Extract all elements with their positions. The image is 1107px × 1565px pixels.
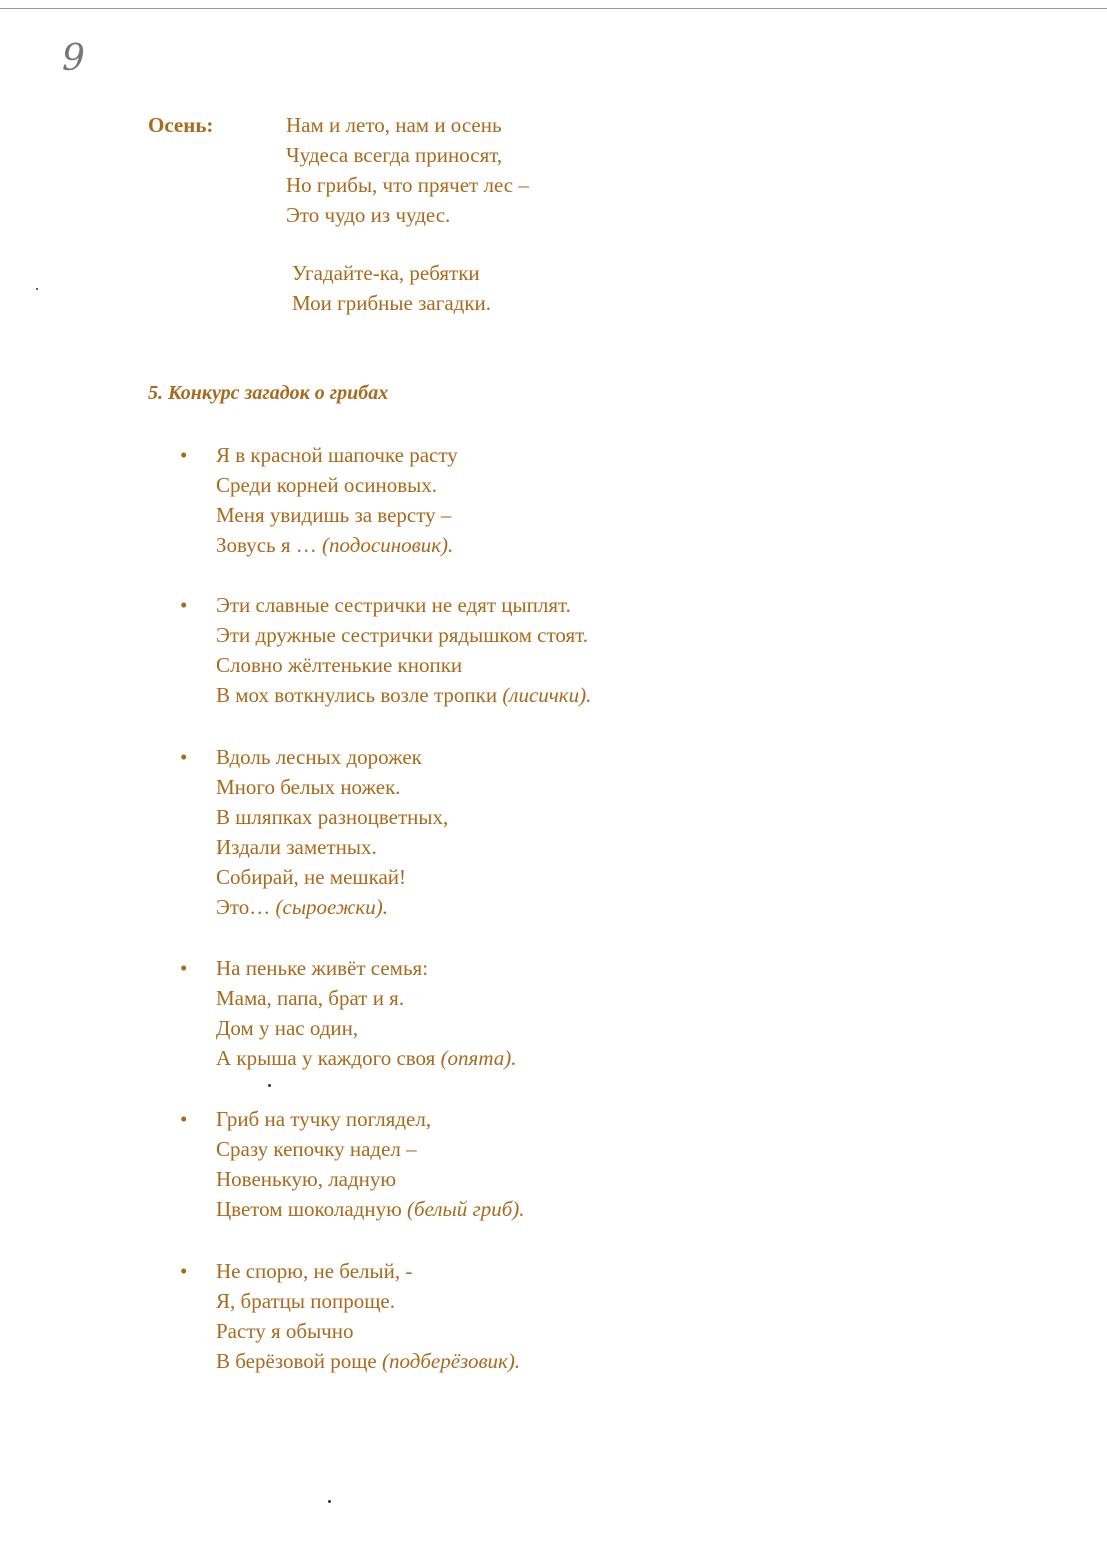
verse-line: Чудеса всегда приносят, (286, 143, 503, 167)
riddle-2 (180, 590, 591, 710)
riddle-answer: (сыроежки). (275, 895, 388, 919)
riddle-line: Я в красной шапочке расту (216, 443, 458, 467)
riddle-line: Собирай, не мешкай! (216, 865, 407, 889)
riddle-5 (180, 1104, 525, 1224)
riddle-answer: (опята). (440, 1046, 517, 1070)
riddle-line: Среди корней осиновых. (216, 473, 438, 497)
riddle-line-text: Это… (216, 895, 276, 919)
bullet-icon: • (180, 593, 188, 617)
riddle-line: Расту я обычно (216, 1319, 354, 1343)
riddle-4 (180, 953, 516, 1073)
riddle-line: Не спорю, не белый, - (216, 1259, 413, 1283)
scan-speck (268, 1084, 271, 1087)
riddle-line-text: В берёзовой роще (216, 1349, 382, 1373)
scan-speck (328, 1500, 331, 1503)
autumn-verse-2 (292, 258, 491, 318)
section-title: 5. Конкурс загадок о грибах (148, 382, 389, 404)
verse-line: Угадайте-ка, ребятки (292, 261, 480, 285)
riddle-line: Сразу кепочку надел – (216, 1137, 417, 1161)
riddle-line: На пеньке живёт семья: (216, 956, 429, 980)
riddle-last-line (216, 892, 448, 922)
riddle-line: Гриб на тучку поглядел, (216, 1107, 432, 1131)
bullet-icon: • (180, 443, 188, 467)
riddle-line: Словно жёлтенькие кнопки (216, 653, 463, 677)
riddle-line-text: Цветом шоколадную (216, 1197, 408, 1221)
riddle-line: Мама, папа, брат и я. (216, 986, 405, 1010)
riddle-line: Новенькую, ладную (216, 1167, 397, 1191)
riddle-line: Меня увидишь за версту – (216, 503, 452, 527)
bullet-icon: • (180, 1259, 188, 1283)
riddle-answer: (белый гриб). (407, 1197, 525, 1221)
verse-line: Нам и лето, нам и осень (286, 113, 502, 137)
handwritten-page-number: 9 (62, 38, 85, 79)
riddle-line: Эти дружные сестрички рядышком стоят. (216, 623, 588, 647)
verse-line: Но грибы, что прячет лес – (286, 173, 529, 197)
riddle-line-text: В мох воткнулись возле тропки (216, 683, 503, 707)
riddle-last-line (216, 530, 458, 560)
bullet-icon: • (180, 1107, 188, 1131)
riddle-last-line (216, 1194, 525, 1224)
riddle-line-text: Зовусь я … (216, 533, 323, 557)
riddle-line: Много белых ножек. (216, 775, 401, 799)
riddle-3 (180, 742, 448, 922)
riddle-6 (180, 1256, 520, 1376)
riddle-line: Я, братцы попроще. (216, 1289, 395, 1313)
riddle-1 (180, 440, 458, 560)
riddle-line: Вдоль лесных дорожек (216, 745, 422, 769)
riddle-line-text: А крыша у каждого своя (216, 1046, 441, 1070)
bullet-icon: • (180, 956, 188, 980)
scan-top-rule (0, 8, 1107, 9)
riddle-last-line (216, 1043, 516, 1073)
riddle-answer: (подосиновик). (322, 533, 454, 557)
riddle-line: В шляпках разноцветных, (216, 805, 449, 829)
riddle-last-line (216, 680, 591, 710)
riddle-answer: (лисички). (502, 683, 592, 707)
verse-line: Это чудо из чудес. (286, 203, 451, 227)
riddle-line: Эти славные сестрички не едят цыплят. (216, 593, 571, 617)
riddle-line: Издали заметных. (216, 835, 377, 859)
speaker-label: Осень: (148, 113, 214, 137)
autumn-verse-1 (286, 110, 529, 230)
riddle-answer: (подберёзовик). (381, 1349, 521, 1373)
verse-line: Мои грибные загадки. (292, 291, 492, 315)
riddle-last-line (216, 1346, 520, 1376)
riddle-line: Дом у нас один, (216, 1016, 359, 1040)
scan-speck (36, 288, 38, 290)
bullet-icon: • (180, 745, 188, 769)
